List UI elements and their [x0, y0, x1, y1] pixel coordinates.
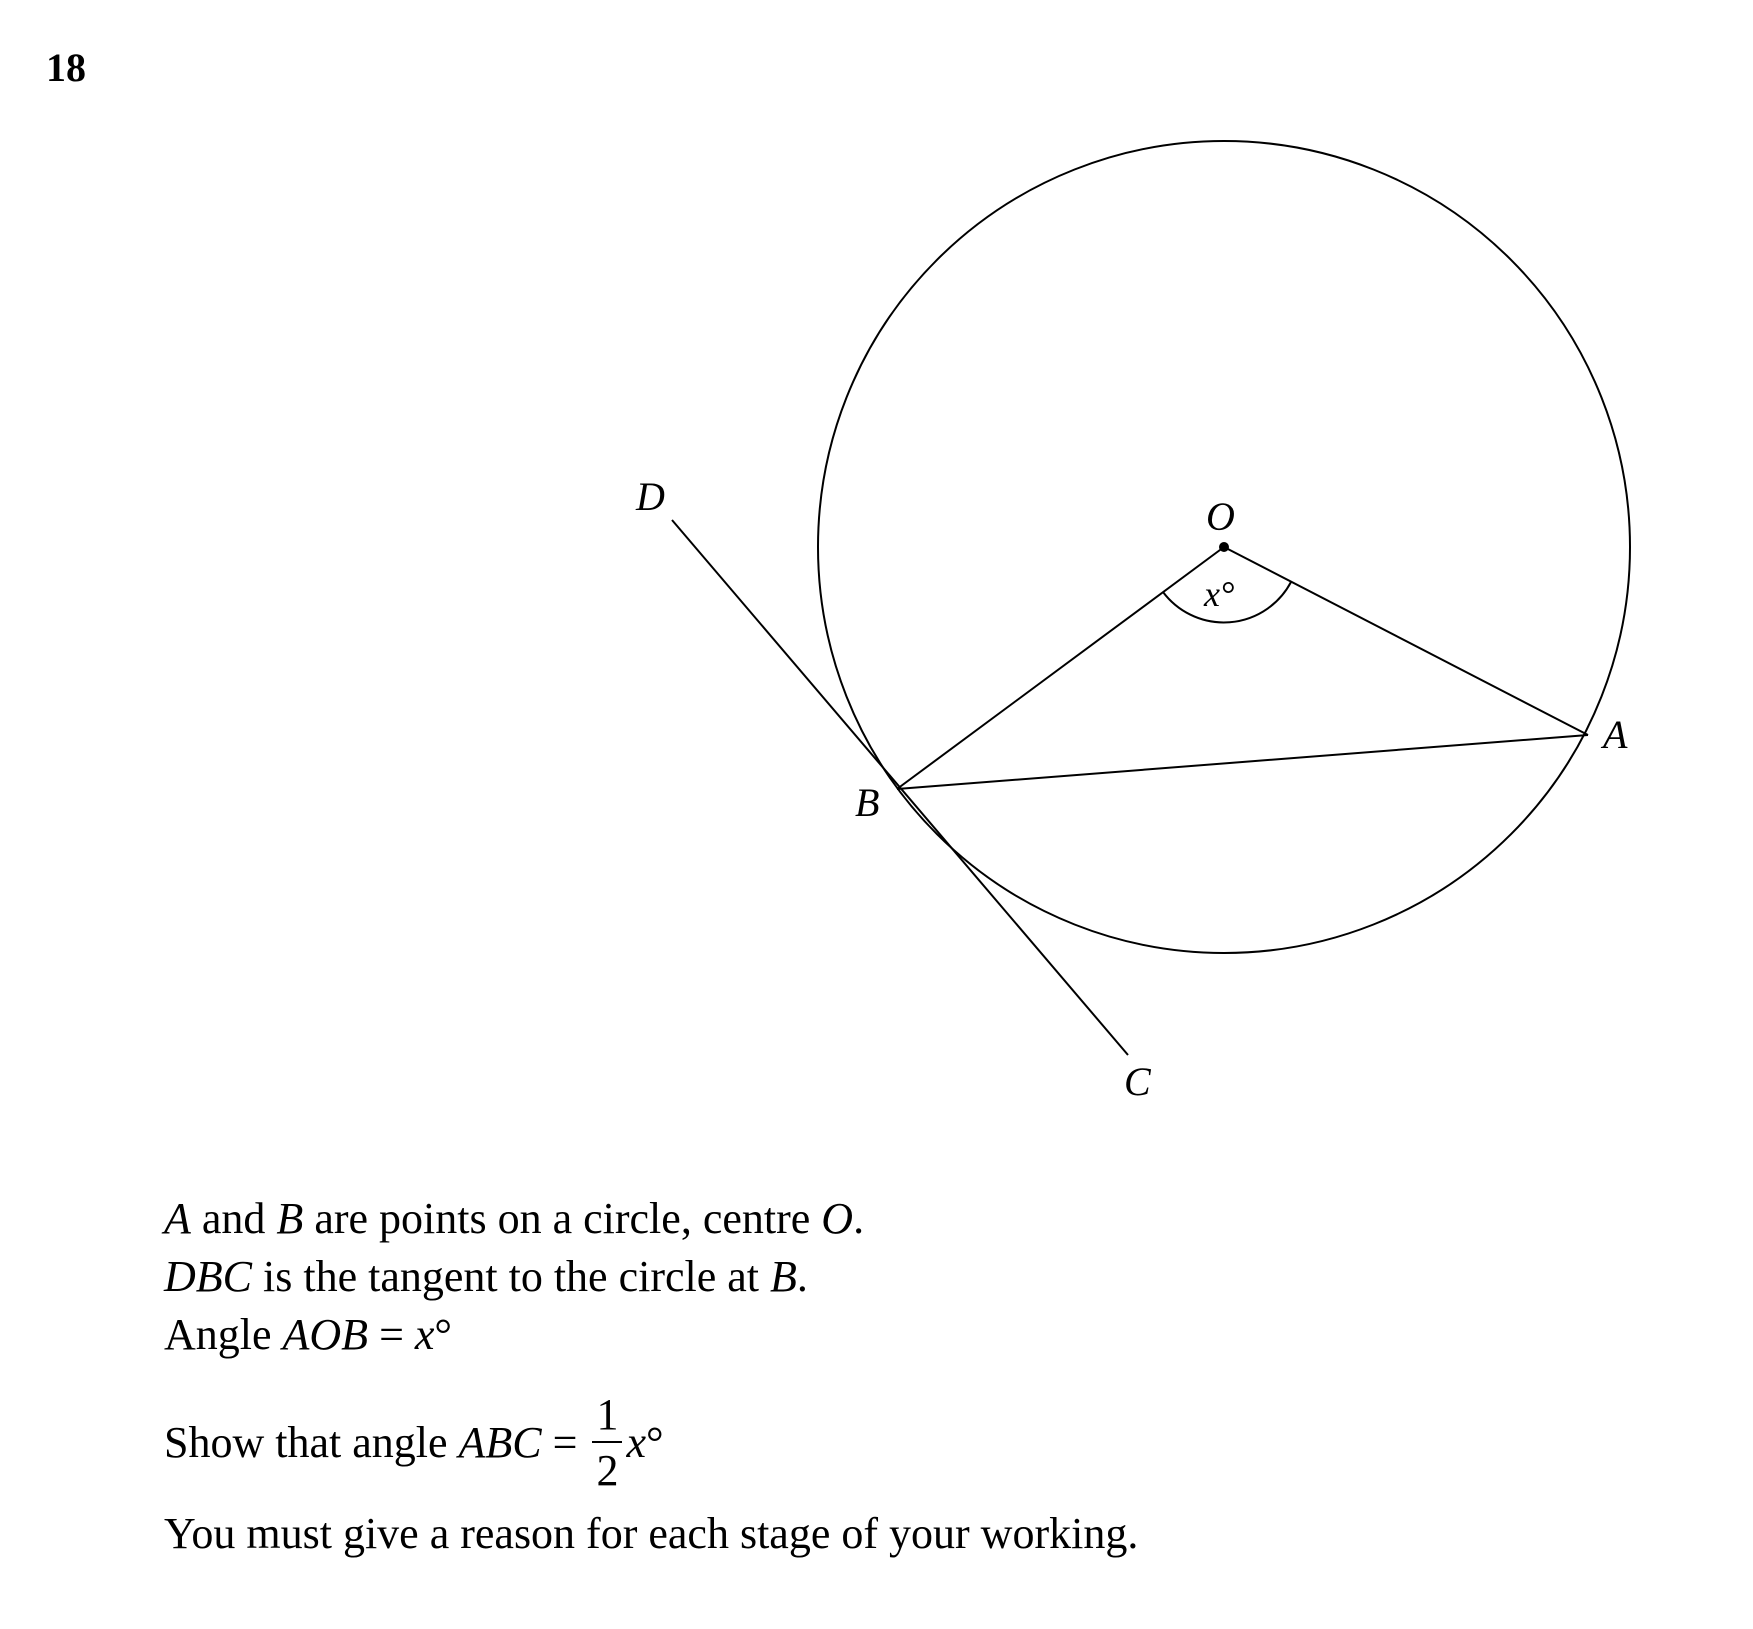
- centre-point: [1219, 542, 1229, 552]
- radius-ob: [897, 547, 1224, 789]
- statement-line-2: DBC is the tangent to the circle at B.: [164, 1252, 808, 1301]
- label-d: D: [636, 474, 665, 519]
- label-a: A: [1603, 712, 1628, 757]
- statement-line-1: A and B are points on a circle, centre O.: [164, 1194, 865, 1243]
- statement-line-3: Angle AOB = x°: [164, 1310, 453, 1359]
- question-number: 18: [46, 45, 86, 90]
- label-o: O: [1206, 494, 1235, 539]
- chord-ab: [897, 735, 1588, 789]
- instruction-line: You must give a reason for each stage of your working.: [164, 1509, 1139, 1558]
- label-b: B: [855, 780, 880, 825]
- label-angle: x°: [1204, 574, 1235, 614]
- label-c: C: [1124, 1059, 1151, 1104]
- radius-oa: [1224, 547, 1588, 735]
- fraction-half: $\frac{1}{2}$: [592, 1393, 622, 1493]
- show-that-line: Show that angle ABC = $\frac{1}{2}$ x°: [164, 1390, 664, 1495]
